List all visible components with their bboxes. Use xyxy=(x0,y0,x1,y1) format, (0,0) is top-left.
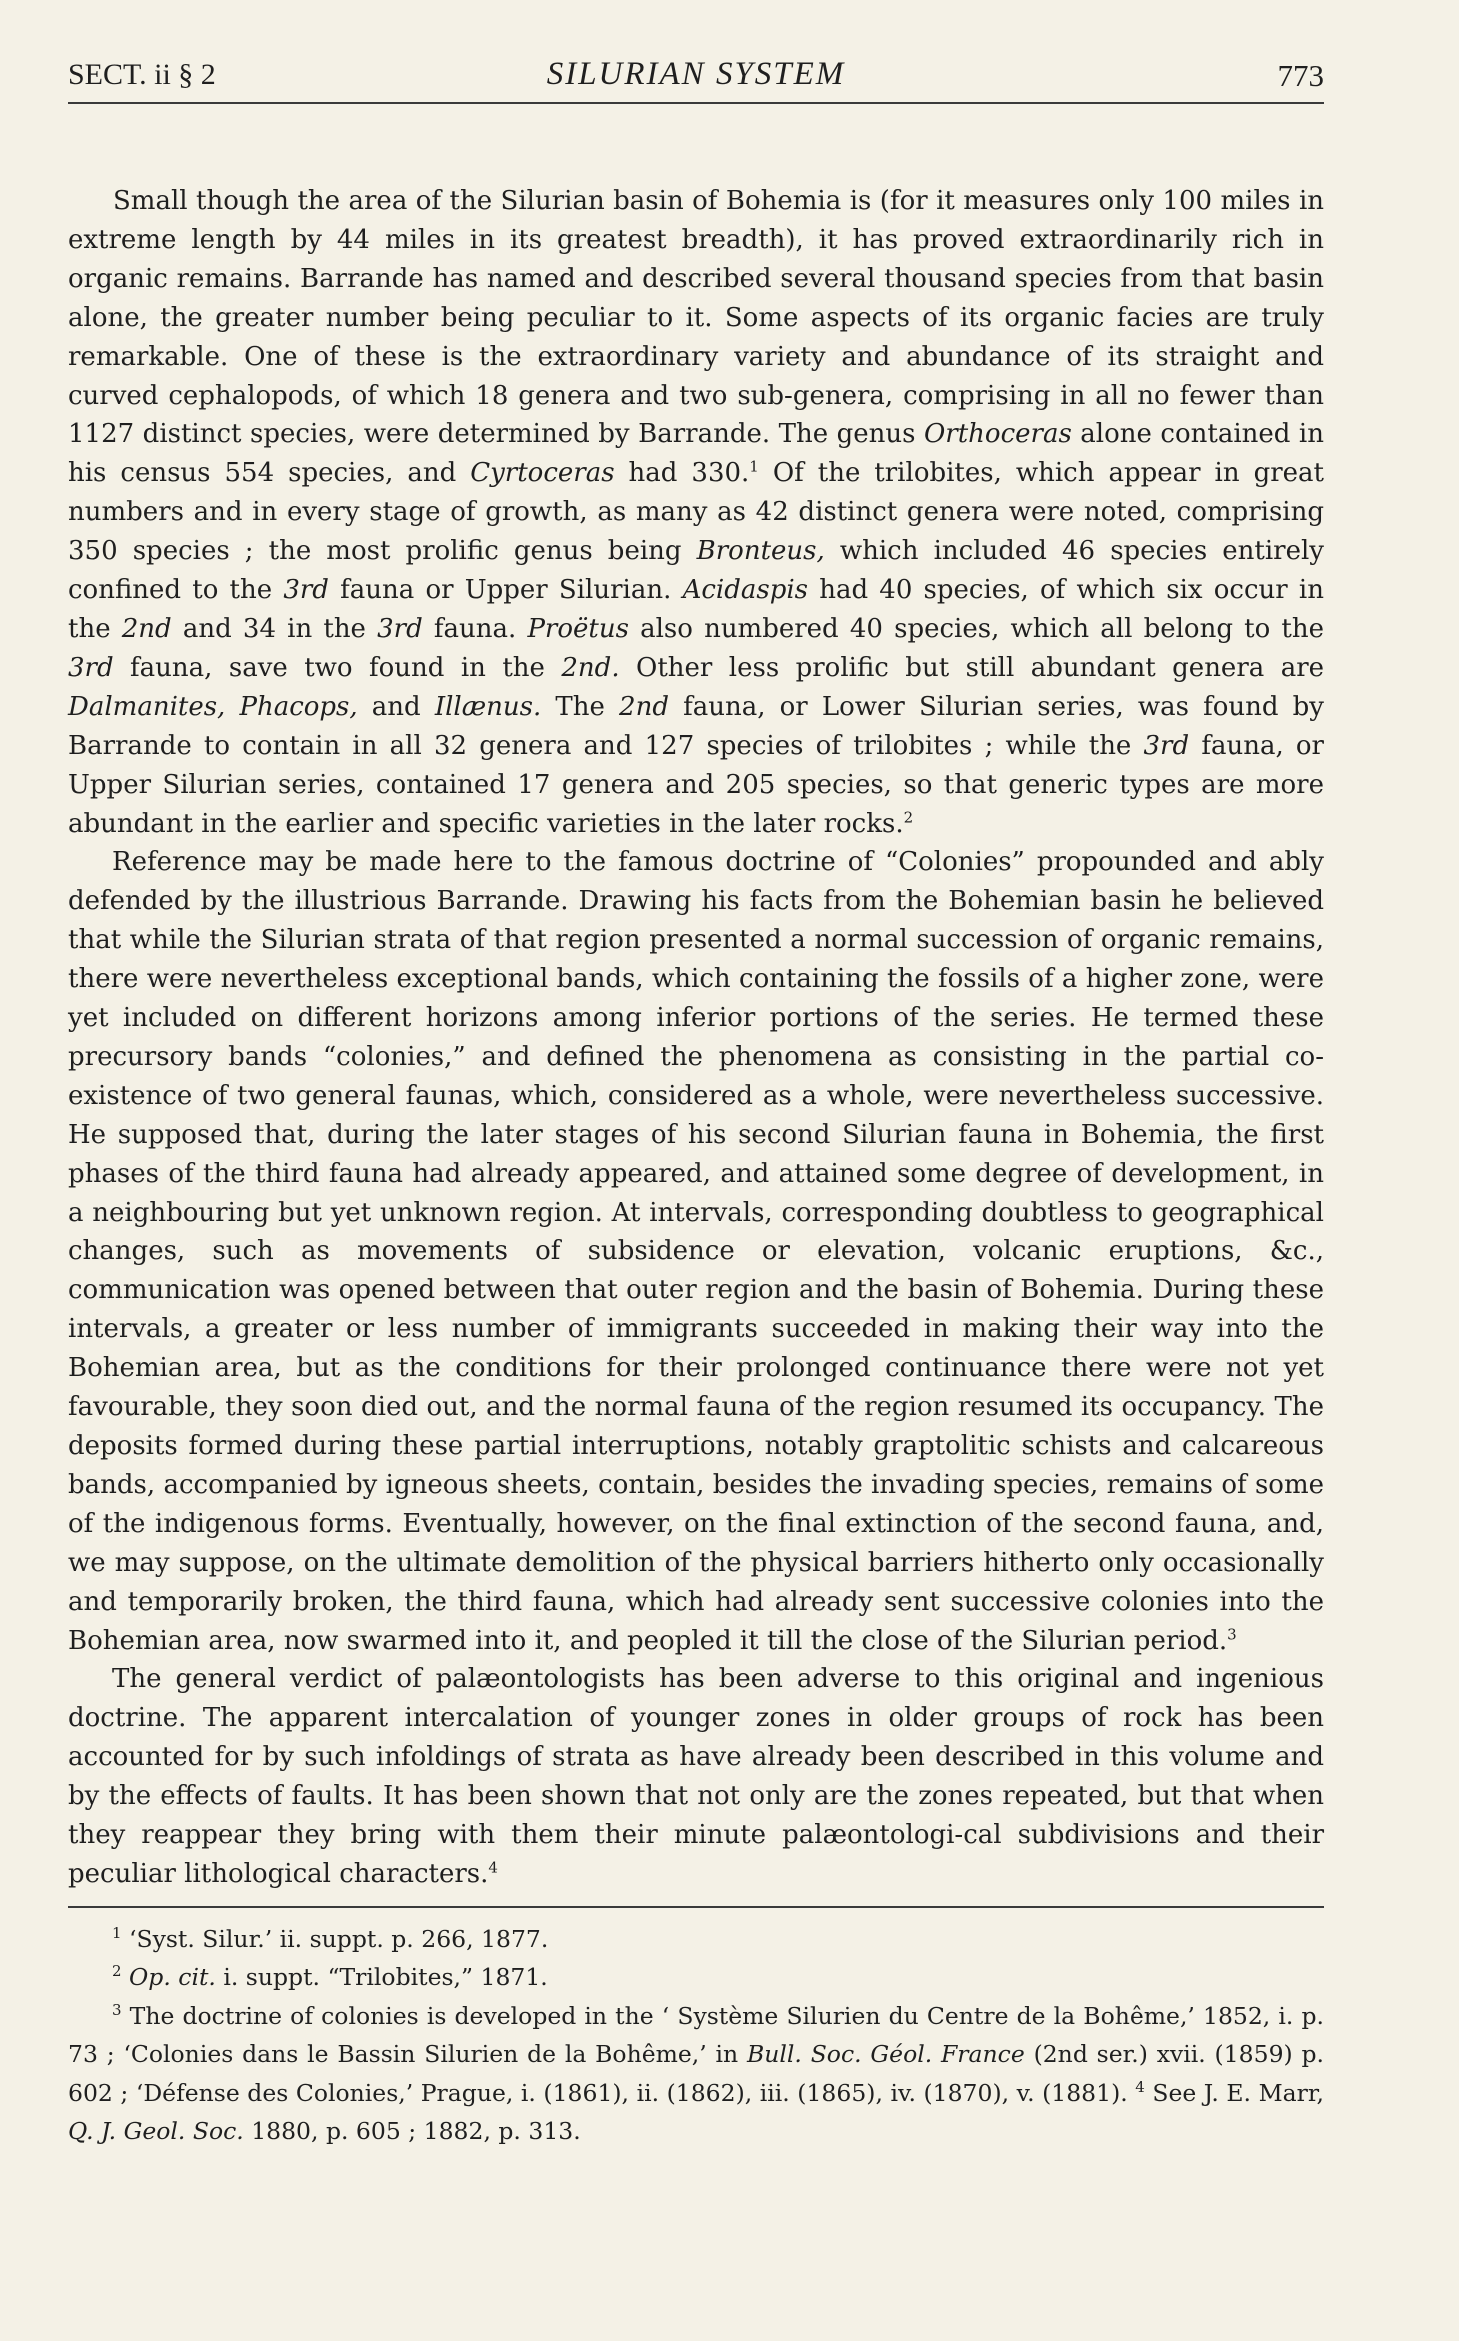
text-run: The xyxy=(541,691,620,722)
footnote-ref: 4 xyxy=(488,1858,498,1877)
fauna-ref: 2nd xyxy=(619,691,669,722)
footnote-number: 3 xyxy=(112,2001,122,2020)
footnote-number: 1 xyxy=(112,1924,122,1943)
text-run: fauna. xyxy=(422,613,528,644)
text-run: and 34 in the xyxy=(171,613,378,644)
footnote-text xyxy=(122,1963,129,1991)
genus-name: Cyrtoceras xyxy=(470,458,615,489)
text-run: fauna or Upper Silurian. xyxy=(328,575,683,606)
footnote-ref: 3 xyxy=(1227,1624,1237,1643)
footnote-text: The doctrine of colonies is developed in the ‘ Système Silurien du Centre de la Bohême,’ 1852, i. p. 73 ; ‘Colonies dans le Bassin Silurien de la Bohême,’ in xyxy=(68,2001,1324,2069)
text-run: fauna, or Lower Silurian series, was found by Barrande to contain in all 32 genera and 127 species of trilobites ; while the xyxy=(68,691,1324,761)
footnote-number: 4 xyxy=(1135,2078,1145,2097)
section-label: SECT. ii § 2 xyxy=(68,58,216,91)
page-header xyxy=(68,40,1324,104)
running-title: SILURIAN SYSTEM xyxy=(546,56,846,92)
genus-name: Proëtus xyxy=(527,613,629,644)
text-run: fauna, or Upper Silurian series, contained 17 genera and 205 species, so that generic types are more abundant in the earlier and specific varieties in the later rocks. xyxy=(68,730,1324,839)
footnote xyxy=(68,1997,1324,2151)
genus-name: Dalmanites, Phacops, xyxy=(68,691,358,722)
paragraph xyxy=(68,843,1324,1660)
footnote-ref: 1 xyxy=(749,457,759,476)
footnote-citation: Bull. Soc. Géol. France xyxy=(747,2040,1025,2069)
text-run: and xyxy=(357,691,435,722)
fauna-ref: 3rd xyxy=(377,613,423,644)
genus-name: Orthoceras xyxy=(923,419,1072,450)
text-run: The general verdict of palæontologists has been adverse to this original and ingenious doctrine. The apparent intercalation of younger zones in older groups of rock has been accounted for by such infoldings of strata as have already been described in this volume and by the effects of faults. It has been shown that not only are the zones repeated, but that when they reappear they bring with them their minute palæontologi-cal subdivisions and their peculiar lithological characters. xyxy=(68,1664,1324,1889)
body-text xyxy=(68,182,1324,1894)
footnote-number: 2 xyxy=(112,1962,122,1981)
footnote-text: 1880, p. 605 ; 1882, p. 313. xyxy=(243,2117,581,2146)
genus-name: Illænus. xyxy=(434,691,542,722)
text-run: Small though the area of the Silurian basin of Bohemia is (for it measures only 100 miles in extreme length by 44 miles in its greatest breadth), it has proved extraordinarily rich in organic remains. Barrande has named and described several thousand species from that basin alone, the greater number being peculiar to it. Some aspects of its organic facies are truly remarkable. One of these is the extraordinary variety and abundance of its straight and curved cephalopods, of which 18 genera and two sub-genera, comprising in all no fewer than 1127 distinct species, were determined by Barrande. The genus xyxy=(68,186,1324,450)
footnotes xyxy=(68,1906,1324,2151)
genus-name: Bronteus, xyxy=(696,536,825,567)
text-run: had 40 species, of which six occur in the xyxy=(68,575,1324,644)
fauna-ref: 2nd. xyxy=(561,652,620,683)
page-number: 773 xyxy=(1277,58,1324,93)
footnote xyxy=(68,1920,1324,1959)
footnote-text: See J. E. Marr, xyxy=(1144,2078,1324,2107)
fauna-ref: 3rd xyxy=(1143,730,1190,761)
text-run: Other less prolific but still abundant genera are xyxy=(619,652,1325,683)
fauna-ref: 2nd xyxy=(121,613,172,644)
text-run: also numbered 40 species, which all belong to the xyxy=(628,613,1324,644)
page xyxy=(68,40,1324,2151)
footnote-text: (2nd ser.) xvii. (1859) p. 602 ; ‘Défense des Colonies,’ Prague, i. (1861), ii. (1862), iii. (1865), iv. (1870), v. (1881). xyxy=(68,2040,1325,2107)
fauna-ref: 3rd xyxy=(68,652,114,683)
footnote-ref: 2 xyxy=(903,807,914,826)
footnote-text: ‘Syst. Silur.’ ii. suppt. p. 266, 1877. xyxy=(121,1924,549,1953)
footnote-text: i. suppt. “Trilobites,” 1871. xyxy=(215,1963,548,1992)
footnote-citation: Op. cit. xyxy=(129,1963,216,1992)
footnote-citation: Q. J. Geol. Soc. xyxy=(68,2117,244,2146)
text-run: which included 46 species entirely confined to the xyxy=(68,536,1324,606)
text-run: fauna, save two found in the xyxy=(113,652,562,683)
text-run: Of the trilobites, which appear in great numbers and in every stage of growth, as many as 42 distinct genera were noted, comprising 350 species ; the most prolific genus being xyxy=(68,458,1324,567)
fauna-ref: 3rd xyxy=(283,575,329,606)
genus-name: Acidaspis xyxy=(682,575,809,606)
text-run: had 330. xyxy=(614,458,750,489)
paragraph xyxy=(68,1660,1324,1893)
footnote xyxy=(68,1958,1324,1997)
text-run: Reference may be made here to the famous doctrine of “Colonies” propounded and ably defended by the illustrious Barrande. Drawing his facts from the Bohemian basin he believed that while the Silurian strata of that region presented a normal succession of organic remains, there were nevertheless exceptional bands, which containing the fossils of a higher zone, were yet included on different horizons among inferior portions of the series. He termed these precursory bands “colonies,” and defined the phenomena as consisting in the partial co-existence of two general faunas, which, considered as a whole, were nevertheless successive. He supposed that, during the later stages of his second Silurian fauna in Bohemia, the first phases of the third fauna had already appeared, and attained some degree of development, in a neighbouring but yet unknown region. At intervals, corresponding doubtless to geographical changes, such as movements of subsidence or elevation, volcanic eruptions, &c., communication was opened between that outer region and the basin of Bohemia. During these intervals, a greater or less number of immigrants succeeded in making their way into the Bohemian area, but as the conditions for their prolonged continuance there were not yet favourable, they soon died out, and the normal fauna of the region resumed its occupancy. The deposits formed during these partial interruptions, notably graptolitic schists and calcareous bands, accompanied by igneous sheets, contain, besides the invading species, remains of some of the indigenous forms. Eventually, however, on the final extinction of the second fauna, and, we may suppose, on the ultimate demolition of the physical barriers hitherto only occasionally and temporarily broken, the third fauna, which had already sent successive colonies into the Bohemian area, now swarmed into it, and peopled it till the close of the Silurian period. xyxy=(68,847,1324,1656)
text-run: alone contained in his census 554 species, and xyxy=(68,419,1324,489)
paragraph xyxy=(68,182,1324,843)
